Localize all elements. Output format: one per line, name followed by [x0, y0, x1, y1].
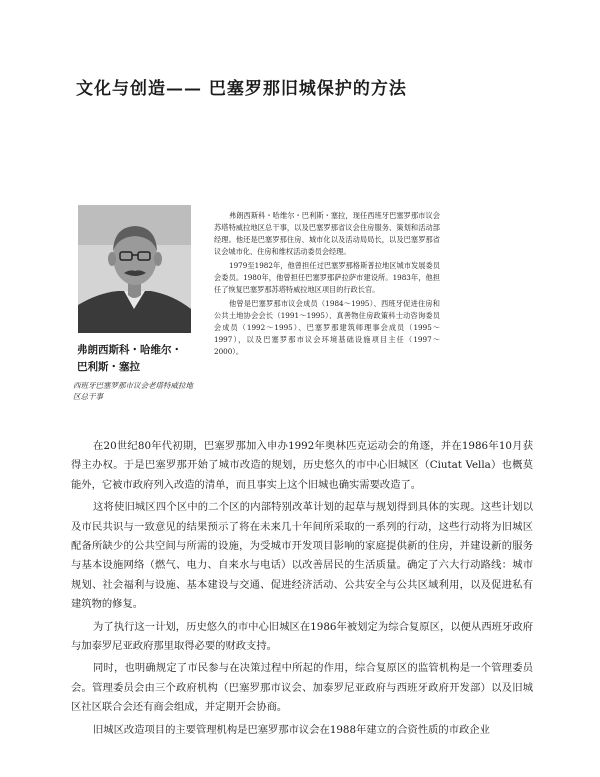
bio-paragraph: 1979至1982年，他曾担任过巴塞罗那格斯普拉地区城市发展委员会委员。1980年，他曾担任巴塞罗那萨拉萨市建设所。1983年，他担任了恢复巴塞罗那苏塔特威拉地区项目的行政长官。	[214, 261, 440, 294]
author-role: 西班牙巴塞罗那市议会老塔特威拉地区总干事	[73, 381, 193, 401]
portrait-illustration	[78, 205, 191, 333]
author-bio	[214, 210, 440, 360]
author-name	[77, 342, 207, 376]
body-paragraph: 旧城区改造项目的主要管理机构是巴塞罗那市议会在1988年建立的合资性质的市政企业	[93, 723, 490, 736]
author-name-line-1: 弗朗西斯科・哈维尔・	[77, 344, 182, 356]
body-paragraph: 同时，也明确规定了市民参与在决策过程中所起的作用，综合复原区的监管机构是一个管理委员会。管理委员会由三个政府机构（巴塞罗那市议会、加泰罗尼亚政府与西班牙政府开发部）以及旧城区社区联合会还有商会组成，并定期开会协商。	[71, 662, 533, 714]
article-title: 文化与创造—— 巴塞罗那旧城保护的方法	[76, 79, 407, 99]
author-name-line-2: 巴利斯・塞拉	[77, 361, 140, 373]
article-body	[71, 437, 533, 740]
portrait-photo-icon	[78, 205, 191, 333]
bio-paragraph: 弗朗西斯科・哈维尔・巴利斯・塞拉，现任西班牙巴塞罗那市议会苏塔特威拉地区总干事，以及巴塞罗那省议会住房服务、策划和活动部经理。他还是巴塞罗那住房、城市化以及活动局局长，以及巴塞罗那省议会城市化、住房和维权活动委员会经理。	[214, 211, 440, 256]
body-paragraph: 为了执行这一计划，历史悠久的市中心旧城区在1986年被划定为综合复原区，以便从西班牙政府与加泰罗尼亚政府那里取得必要的财政支持。	[71, 620, 533, 653]
body-paragraph: 这将使旧城区四个区中的二个区的内部特别改革计划的起草与规划得到具体的实现。这些计划以及市民共识与一致意见的结果预示了将在未来几十年间所采取的一系列的行动，这些行动将为旧城区配备所缺少的公共空间与所需的设施，为受城市开发项目影响的家庭提供新的住房，并建设新的服务与基本设施网络（燃气、电力、自来水与电话）以改善居民的生活质量。确定了六大行动路线：城市规划、社会福利与设施、基本建设与交通、促进经济活动、公共安全与公共区域利用，以及促进私有建筑物的修复。	[71, 501, 533, 611]
bio-paragraph: 他曾是巴塞罗那市议会成员（1984～1995）、西班牙促进住房和公共土地协会会长（1991～1995）、真善物住房政策科士动咨询委员会成员（1992～1995）、巴塞罗那建筑师理事会成员（1995～1997），以及巴塞罗那市议会环境基础设施项目主任（1997～2000）。	[214, 299, 440, 356]
body-paragraph: 在20世纪80年代初期，巴塞罗那加入申办1992年奥林匹克运动会的角逐，并在1986年10月获得主办权。于是巴塞罗那开始了城市改造的规划，历史悠久的市中心旧城区（Ciutat Vella）也概莫能外，它被市政府列入改造的清单，而且事实上这个旧城也确实需要改造了。	[71, 440, 533, 491]
